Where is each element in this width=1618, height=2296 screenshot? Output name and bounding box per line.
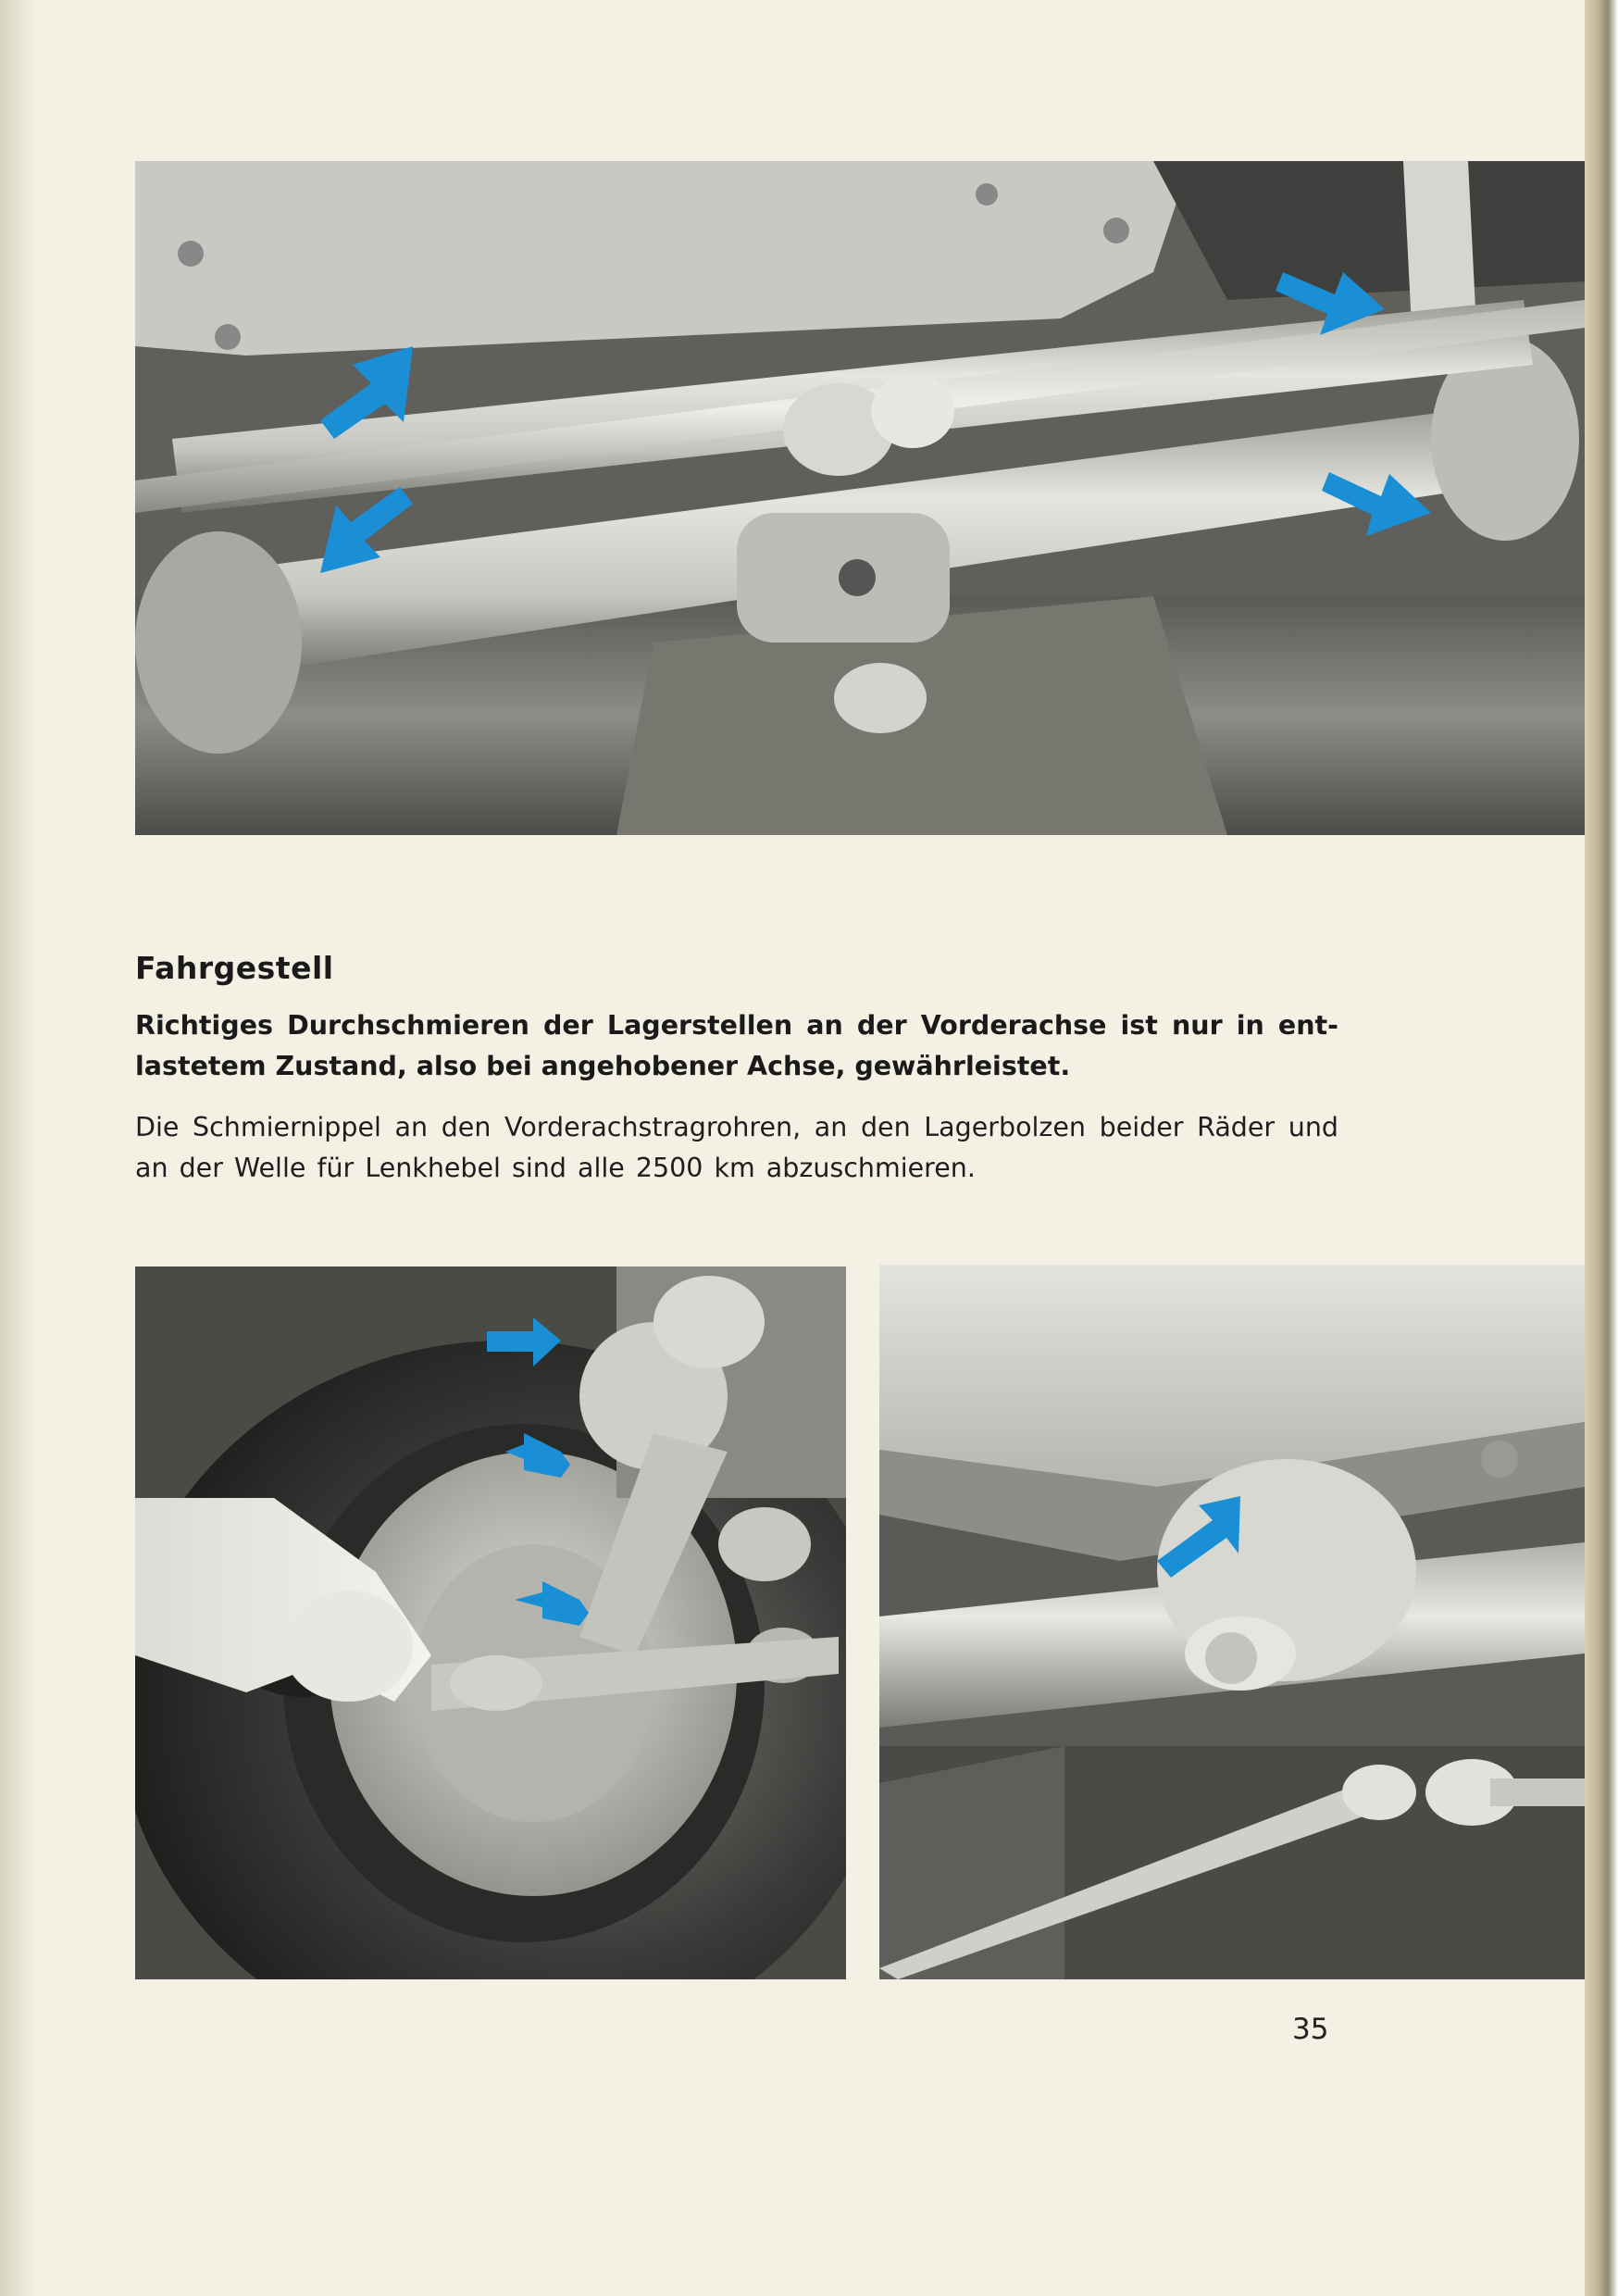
page-number: 35 (1292, 2013, 1329, 2046)
bold-instruction: Richtiges Durchschmieren der Lagerstellen an der Vorderachse ist nur in ent-lastetem Zustand, also bei angehobener Achse, gewährleistet. (135, 1010, 1338, 1081)
lubrication-instruction: Die Schmiernippel an den Vorderachstragrohren, an den Lagerbolzen beider Räder und an der Welle für Lenkhebel sind alle 2500 km abzuschmieren. (135, 1112, 1338, 1183)
steering-shaft-lubrication-photo (879, 1265, 1585, 1979)
page-edge (1585, 0, 1618, 2296)
front-axle-underside-photo (135, 161, 1585, 835)
page-spine (0, 0, 37, 2296)
wheel-hub-lubrication-photo (135, 1267, 846, 1979)
section-heading: Fahrgestell (135, 950, 334, 986)
